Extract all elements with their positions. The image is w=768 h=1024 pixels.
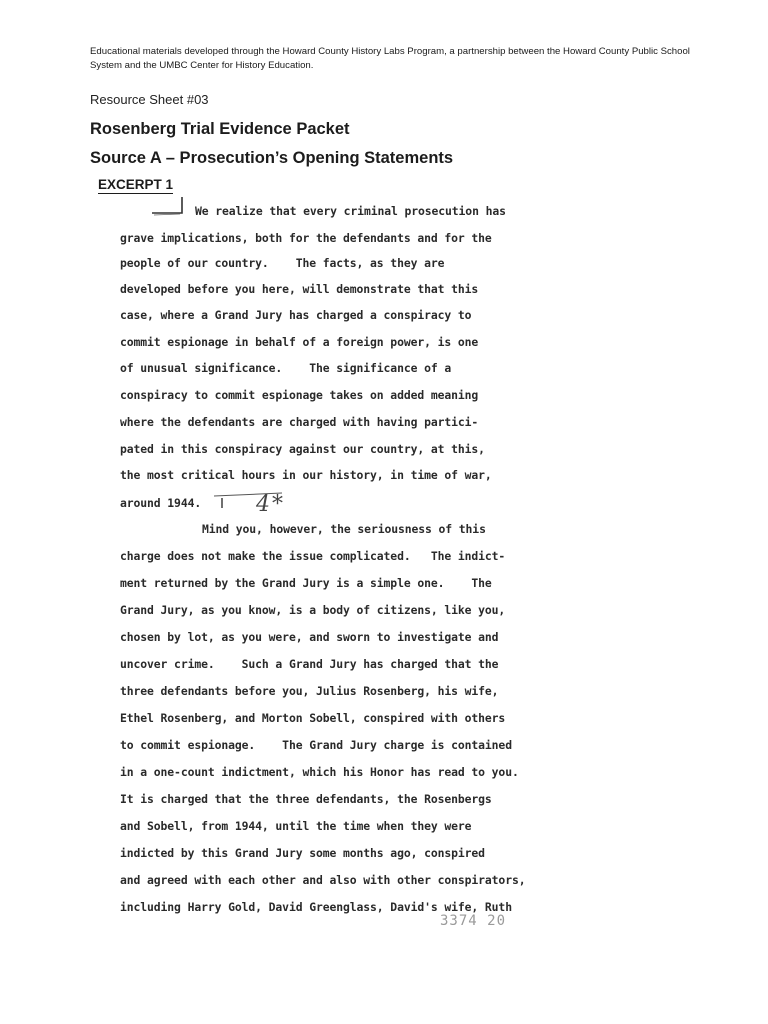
text-line: and Sobell, from 1944, until the time when they were — [120, 819, 472, 833]
text-line: case, where a Grand Jury has charged a conspiracy to — [120, 308, 472, 322]
text-line: Grand Jury, as you know, is a body of citizens, like you, — [120, 603, 506, 617]
text-line: Mind you, however, the seriousness of this — [202, 522, 486, 536]
text-line: chosen by lot, as you were, and sworn to investigate and — [120, 630, 499, 644]
text-line: to commit espionage. The Grand Jury charge is contained — [120, 738, 512, 752]
text-line: commit espionage in behalf of a foreign power, is one — [120, 335, 479, 349]
text-line: conspiracy to commit espionage takes on added meaning — [120, 388, 479, 402]
text-line: of unusual significance. The significance of a — [120, 361, 452, 375]
text-line: ment returned by the Grand Jury is a simple one. The — [120, 576, 492, 590]
program-credit: Educational materials developed through the Howard County History Labs Program, a partnership between the Howard County Public School System and the UMBC Center for History Education. — [90, 46, 690, 71]
text-line: Ethel Rosenberg, and Morton Sobell, conspired with others — [120, 711, 506, 725]
excerpt-heading: EXCERPT 1 — [98, 177, 174, 192]
text-line: uncover crime. Such a Grand Jury has charged that the — [120, 657, 499, 671]
text-line: people of our country. The facts, as they are — [120, 256, 445, 270]
text-line: the most critical hours in our history, in time of war, — [120, 468, 492, 482]
resource-sheet-label: Resource Sheet #03 — [90, 92, 209, 107]
text-line: grave implications, both for the defendants and for the — [120, 231, 492, 245]
page-title: Rosenberg Trial Evidence Packet — [90, 120, 350, 138]
text-line: around 1944. — [120, 496, 202, 510]
text-line: three defendants before you, Julius Rosenberg, his wife, — [120, 684, 499, 698]
bracket-mark-top — [150, 193, 190, 219]
handwritten-note: 4* — [256, 492, 285, 517]
text-line: developed before you here, will demonstrate that this — [120, 282, 479, 296]
text-line: including Harry Gold, David Greenglass, David's wife, Ruth — [120, 900, 512, 914]
text-line: charge does not make the issue complicated. The indict- — [120, 549, 506, 563]
source-heading: Source A – Prosecution’s Opening Statements — [90, 149, 454, 167]
text-line: in a one-count indictment, which his Honor has read to you. — [120, 765, 519, 779]
text-line: where the defendants are charged with having partici- — [120, 415, 479, 429]
text-line: indicted by this Grand Jury some months ago, conspired — [120, 846, 485, 860]
text-line: and agreed with each other and also with other conspirators, — [120, 873, 526, 887]
text-line: It is charged that the three defendants, the Rosenbergs — [120, 792, 492, 806]
text-line: We realize that every criminal prosecution has — [195, 204, 506, 218]
text-line: pated in this conspiracy against our country, at this, — [120, 442, 485, 456]
page-number-stamp: 3374 20 — [440, 913, 507, 929]
